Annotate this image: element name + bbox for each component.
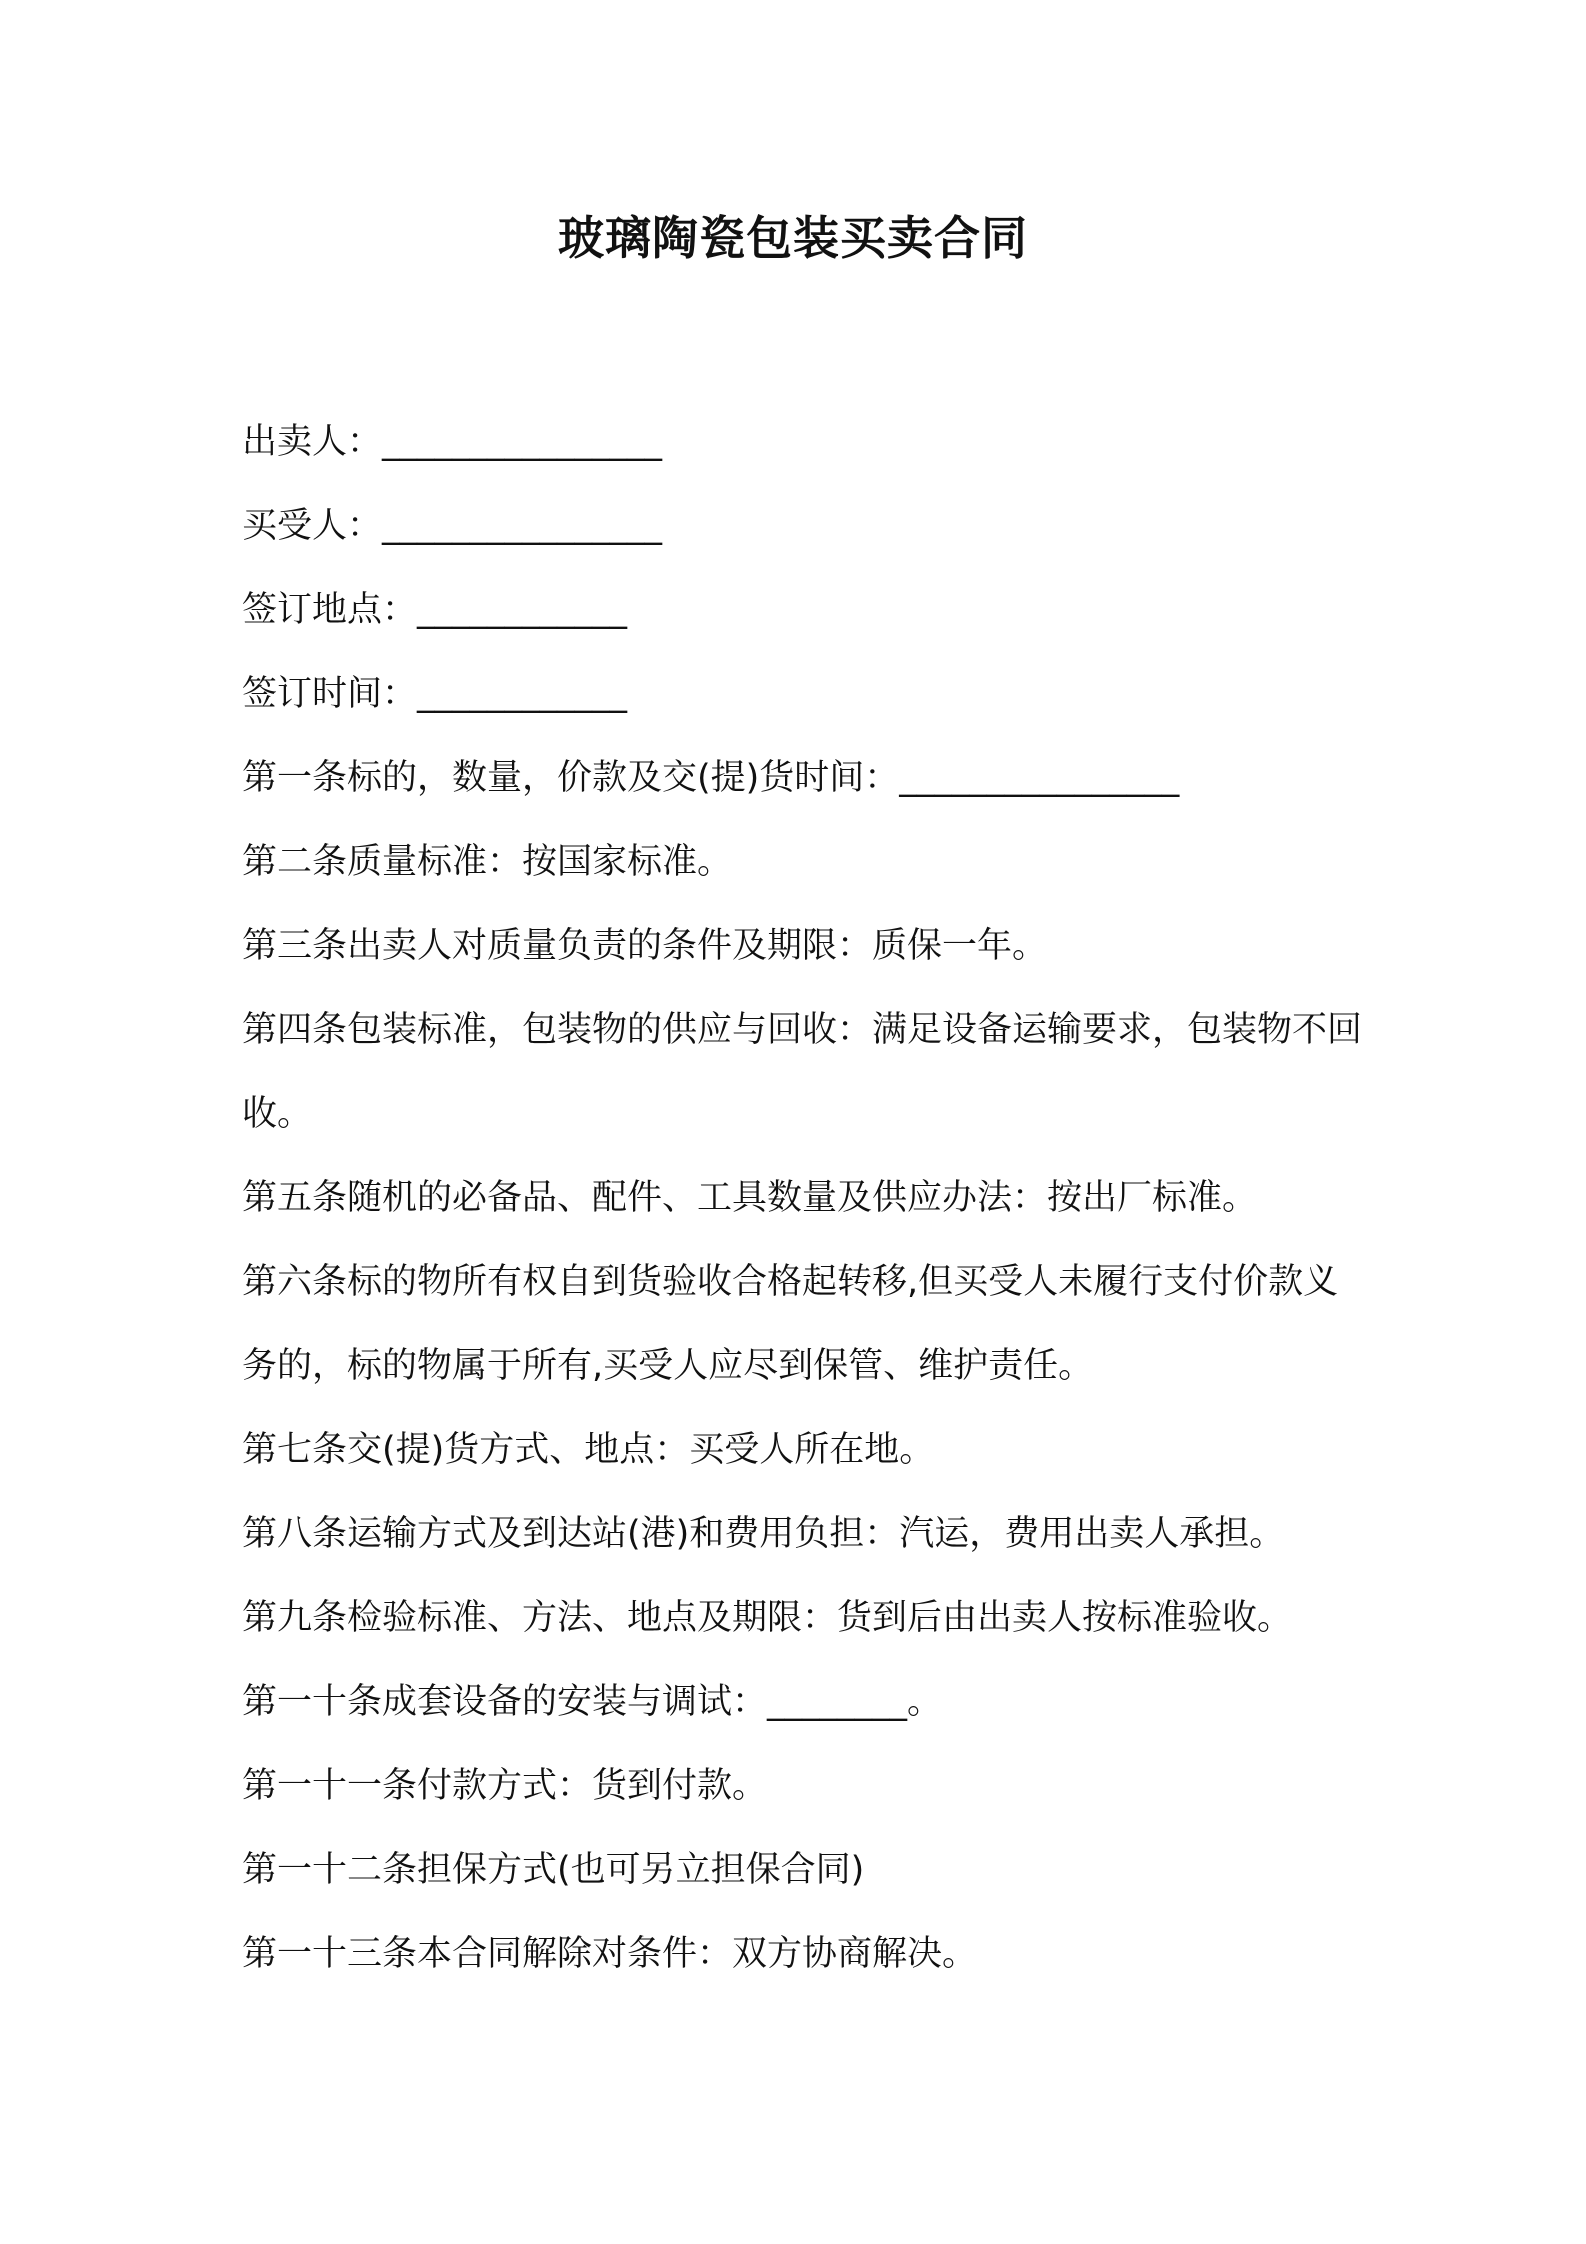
- document-title: 玻璃陶瓷包装买卖合同: [558, 211, 1028, 265]
- clause-10: 第一十条成套设备的安装与调试：________。: [242, 1682, 943, 1722]
- clause-5: 第五条随机的必备品、配件、工具数量及供应办法：按出厂标准。: [242, 1178, 1258, 1218]
- clause-7: 第七条交(提)货方式、地点：买受人所在地。: [242, 1430, 935, 1470]
- clause-13: 第一十三条本合同解除对条件：双方协商解决。: [242, 1934, 978, 1974]
- clause-8: 第八条运输方式及到达站(港)和费用负担：汽运，费用出卖人承担。: [242, 1514, 1285, 1554]
- clause-4: 第四条包装标准，包装物的供应与回收：满足设备运输要求，包装物不回收。: [242, 1010, 1363, 1134]
- clause-2: 第二条质量标准：按国家标准。: [242, 842, 733, 882]
- clause-11: 第一十一条付款方式：货到付款。: [242, 1766, 768, 1806]
- clause-6: 第六条标的物所有权自到货验收合格起转移,但买受人未履行支付价款义务的，标的物属于所有,买受人应尽到保管、维护责任。: [242, 1262, 1339, 1386]
- clause-1: 第一条标的，数量，价款及交(提)货时间：________________: [242, 758, 1180, 798]
- clause-12: 第一十二条担保方式(也可另立担保合同): [242, 1850, 865, 1890]
- buyer-line: 买受人：________________: [242, 506, 663, 546]
- clause-9: 第九条检验标准、方法、地点及期限：货到后由出卖人按标准验收。: [242, 1598, 1293, 1638]
- seller-line: 出卖人：________________: [242, 422, 663, 462]
- signing-time-line: 签订时间：____________: [242, 674, 628, 714]
- clause-3: 第三条出卖人对质量负责的条件及期限：质保一年。: [242, 926, 1048, 966]
- document-body: [242, 400, 1372, 1996]
- signing-place-line: 签订地点：____________: [242, 590, 628, 630]
